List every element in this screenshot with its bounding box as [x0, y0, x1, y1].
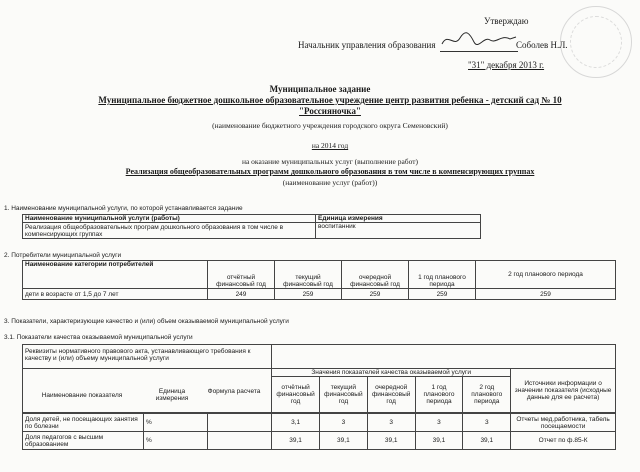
indicator-name: Доля педагогов с высшим образованием	[23, 432, 144, 450]
section3-subheading: 3.1. Показатели качества оказываемой муниципальной услуги	[4, 334, 193, 341]
indicator-value: 39,1	[463, 432, 511, 450]
source-col: Источники информации о значении показателя (исходные данные для ее расчета)	[511, 369, 616, 413]
consumers-col-year: 1 год планового периода	[409, 261, 476, 289]
institution-name-2: "Россияночка"	[299, 106, 361, 116]
consumers-table	[22, 260, 616, 300]
year-col: 2 год планового периода	[463, 377, 511, 413]
indicator-value: 3	[463, 414, 511, 432]
services-line: на оказание муниципальных услуг (выполнение работ)	[241, 157, 419, 166]
official-stamp	[560, 6, 632, 78]
indicator-value: 3	[367, 414, 415, 432]
indicator-unit: %	[144, 432, 208, 450]
consumers-col-year: очередной финансовый год	[342, 261, 409, 289]
indicator-value: 39,1	[367, 432, 415, 450]
indicator-col-name: Наименование показателя	[41, 392, 123, 399]
indicator-source: Отчеты мед.работника, табель посещаемости	[511, 414, 616, 432]
service-name: Реализация общеобразовательных программ дошкольного образования в том числе в компенсирующих группах	[125, 167, 535, 176]
consumers-col-year: текущий финансовый год	[275, 261, 342, 289]
signature	[440, 30, 518, 50]
indicator-formula	[208, 414, 272, 432]
approve-label: Утверждаю	[484, 16, 529, 26]
indicator-value: 3	[319, 414, 367, 432]
service-name-cell: Реализация общеобразовательных програм дошкольного образования в том числе в компенсирующих группах	[23, 223, 316, 239]
indicator-col-unit: Единица измерения	[155, 388, 189, 402]
service-col-unit: Единица измерения	[316, 215, 481, 223]
consumers-value: 259	[342, 289, 409, 300]
consumers-col-name: Наименование категории потребителей	[23, 261, 208, 289]
task-year: на 2014 год	[311, 141, 349, 150]
values-group-header: Значения показателей качества оказываемой услуги	[272, 369, 511, 377]
indicator-formula	[208, 432, 272, 450]
consumers-value: 249	[208, 289, 275, 300]
consumers-row-label: дети в возрасте от 1,5 до 7 лет	[23, 289, 208, 300]
req-header: Реквизиты нормативного правового акта, устанавливающего требования к качеству и (или) объему муниципальной услуги	[23, 345, 272, 369]
indicator-name: Доля детей, не посещающих занятия по болезни	[23, 414, 144, 432]
service-unit-cell: воспитанник	[316, 223, 481, 239]
consumers-value: 259	[476, 289, 616, 300]
institution-name: Муниципальное бюджетное дошкольное образовательное учреждение центр развития ребенка - детский сад № 10	[98, 95, 562, 105]
consumers-value: 259	[275, 289, 342, 300]
year-col: текущий финансовый год	[319, 377, 367, 413]
year-col: отчётный финансовый год	[272, 377, 320, 413]
indicator-value: 39,1	[319, 432, 367, 450]
indicator-value: 3,1	[272, 414, 320, 432]
section3-heading: 3. Показатели, характеризующие качество и (или) объем оказываемой муниципальной услуги	[4, 318, 289, 325]
consumers-col-year: 2 год планового периода	[476, 261, 616, 289]
indicator-unit: %	[144, 414, 208, 432]
doc-type: Муниципальное задание	[269, 84, 371, 94]
service-table	[22, 214, 481, 239]
approval-date: "31" декабря 2013 г.	[468, 60, 545, 70]
approver-name: Соболев Н.Л.	[516, 40, 568, 50]
indicator-col-formula: Формула расчета	[207, 388, 261, 395]
consumers-col-year: отчётный финансовый год	[208, 261, 275, 289]
service-note: (наименование услуг (работ))	[282, 178, 378, 187]
section2-heading: 2. Потребители муниципальной услуги	[4, 252, 122, 259]
approver-position: Начальник управления образования	[298, 40, 436, 50]
indicator-value: 39,1	[272, 432, 320, 450]
year-col: 1 год планового периода	[415, 377, 463, 413]
indicator-source: Отчет по ф.85-К	[511, 432, 616, 450]
indicator-value: 3	[415, 414, 463, 432]
institution-note: (наименование бюджетного учреждения городского округа Семеновский)	[212, 121, 448, 130]
section1-heading: 1. Наименование муниципальной услуги, по которой устанавливается задание	[4, 205, 243, 212]
consumers-value: 259	[409, 289, 476, 300]
service-col-name: Наименование муниципальной услуги (работы)	[23, 215, 316, 223]
year-col: очередной финансовый год	[367, 377, 415, 413]
indicator-value: 39,1	[415, 432, 463, 450]
